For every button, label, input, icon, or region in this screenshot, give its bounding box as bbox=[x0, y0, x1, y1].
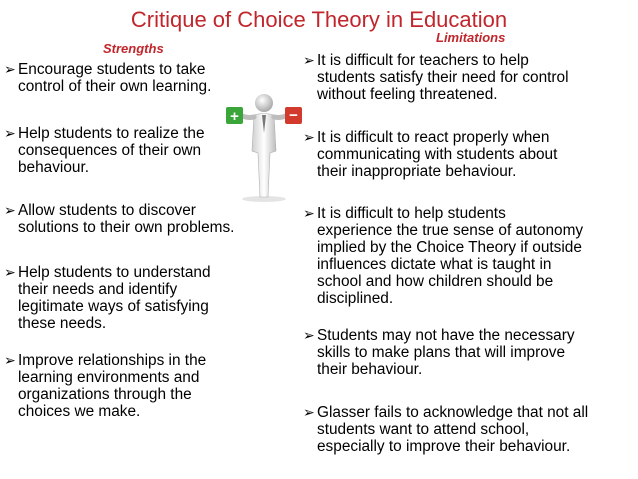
item-line: students satisfy their need for control bbox=[317, 69, 569, 86]
item-line: control of their own learning. bbox=[18, 78, 212, 95]
item-line: influences dictate what is taught in bbox=[317, 256, 552, 273]
limitations-heading: Limitations bbox=[436, 30, 506, 45]
item-line: these needs. bbox=[18, 315, 107, 332]
item-line: Encourage students to take bbox=[18, 61, 206, 78]
list-item bbox=[303, 52, 569, 103]
item-line: behaviour. bbox=[18, 159, 90, 176]
item-line: It is difficult to help students bbox=[317, 205, 506, 222]
list-item bbox=[4, 202, 234, 236]
item-line: Help students to realize the bbox=[18, 125, 205, 142]
list-item bbox=[4, 61, 211, 95]
list-item bbox=[4, 352, 206, 420]
arrow-bullet-icon: ➢ bbox=[303, 404, 315, 420]
item-line: choices we make. bbox=[18, 403, 141, 420]
item-line: solutions to their own problems. bbox=[18, 219, 235, 236]
item-line: their inappropriate behaviour. bbox=[317, 163, 517, 180]
item-line: skills to make plans that will improve bbox=[317, 344, 566, 361]
plus-sign: + bbox=[230, 108, 239, 125]
arrow-bullet-icon: ➢ bbox=[4, 202, 16, 218]
list-item bbox=[303, 404, 588, 455]
arrow-bullet-icon: ➢ bbox=[4, 264, 16, 280]
arrow-bullet-icon: ➢ bbox=[4, 61, 16, 77]
strengths-heading: Strengths bbox=[103, 41, 164, 56]
item-line: experience the true sense of autonomy bbox=[317, 222, 584, 239]
slide-title: Critique of Choice Theory in Education bbox=[130, 7, 508, 32]
arrow-bullet-icon: ➢ bbox=[303, 327, 315, 343]
item-line: legitimate ways of satisfying bbox=[18, 298, 209, 315]
arrow-bullet-icon: ➢ bbox=[4, 125, 16, 141]
item-line: Glasser fails to acknowledge that not all bbox=[317, 404, 589, 421]
item-line: their needs and identify bbox=[18, 281, 178, 298]
item-line: implied by the Choice Theory if outside bbox=[317, 239, 582, 256]
item-line: organizations through the bbox=[18, 386, 192, 403]
arrow-bullet-icon: ➢ bbox=[303, 129, 315, 145]
item-line: learning environments and bbox=[18, 369, 200, 386]
arrow-bullet-icon: ➢ bbox=[4, 352, 16, 368]
item-line: It is difficult for teachers to help bbox=[317, 52, 529, 69]
item-line: consequences of their own bbox=[18, 142, 202, 159]
list-item bbox=[303, 129, 557, 180]
item-line: Allow students to discover bbox=[18, 202, 196, 219]
item-line: Help students to understand bbox=[18, 264, 211, 281]
arrow-bullet-icon: ➢ bbox=[303, 205, 315, 221]
minus-sign: − bbox=[289, 107, 298, 124]
item-line: students want to attend school, bbox=[317, 421, 530, 438]
item-line: their behaviour. bbox=[317, 361, 423, 378]
item-line: Improve relationships in the bbox=[18, 352, 207, 369]
item-line: disciplined. bbox=[317, 290, 394, 307]
item-line: Students may not have the necessary bbox=[317, 327, 575, 344]
arrow-bullet-icon: ➢ bbox=[303, 52, 315, 68]
list-item bbox=[303, 327, 575, 378]
item-line: It is difficult to react properly when bbox=[317, 129, 550, 146]
item-line: especially to improve their behaviour. bbox=[317, 438, 571, 455]
item-line: school and how children should be bbox=[317, 273, 554, 290]
list-item bbox=[4, 125, 205, 176]
list-item bbox=[303, 205, 583, 307]
list-item bbox=[4, 264, 211, 332]
item-line: communicating with students about bbox=[317, 146, 558, 163]
item-line: without feeling threatened. bbox=[317, 86, 498, 103]
person-with-plus-minus-icon bbox=[224, 93, 304, 203]
